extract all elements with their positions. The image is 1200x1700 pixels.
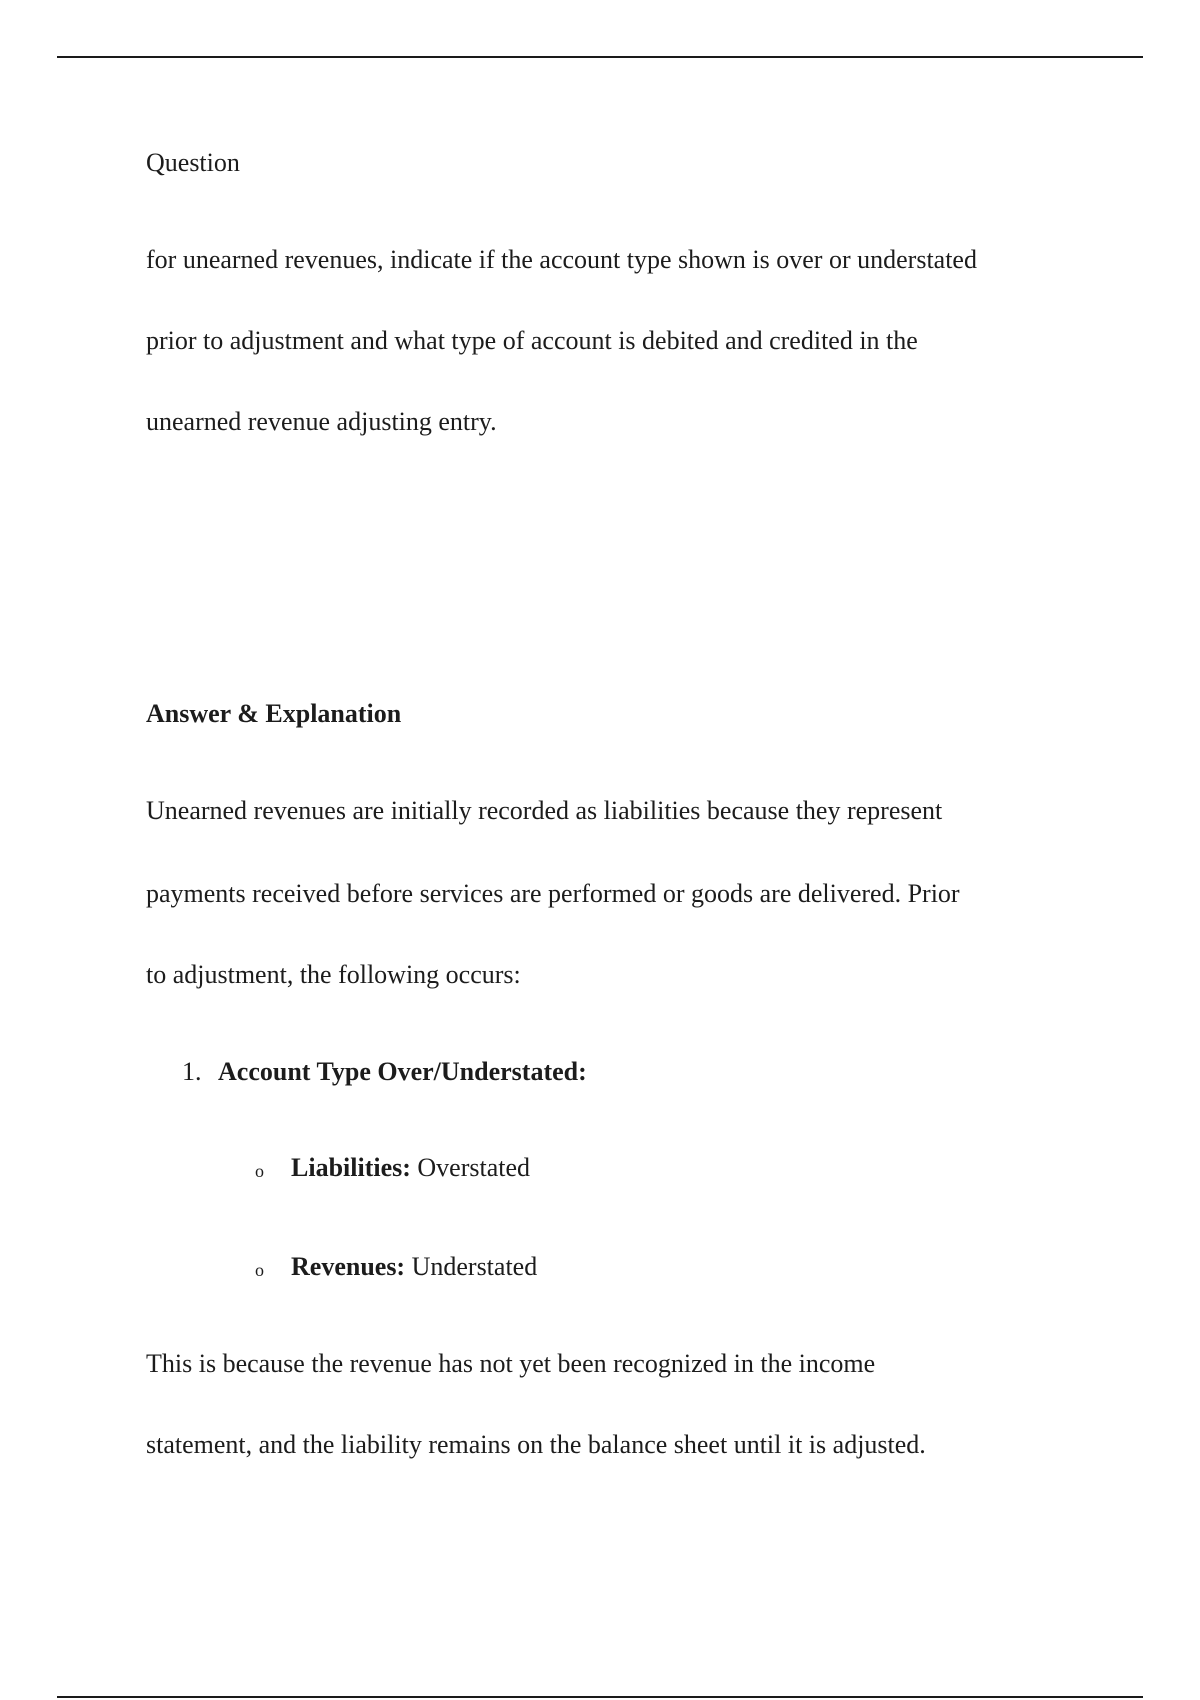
- sub-item-text: [291, 1250, 537, 1284]
- question-line: unearned revenue adjusting entry.: [146, 407, 497, 436]
- answer-intro-line: to adjustment, the following occurs:: [146, 960, 521, 989]
- answer-heading: Answer & Explanation: [146, 699, 402, 728]
- sub-item-value: Overstated: [417, 1153, 531, 1182]
- sub-item-label: Liabilities:: [291, 1153, 411, 1182]
- question-line: for unearned revenues, indicate if the account type shown is over or understated: [146, 245, 977, 274]
- sub-item-value: Understated: [411, 1252, 538, 1281]
- question-heading: Question: [146, 148, 240, 177]
- closing-line: statement, and the liability remains on the balance sheet until it is adjusted.: [146, 1430, 926, 1459]
- answer-intro-line: Unearned revenues are initially recorded as liabilities because they represent: [146, 796, 943, 825]
- sub-item-label: Revenues:: [291, 1252, 406, 1281]
- answer-intro-line: payments received before services are performed or goods are delivered. Prior: [146, 879, 960, 908]
- closing-line: This is because the revenue has not yet been recognized in the income: [146, 1349, 876, 1378]
- top-rule: [57, 56, 1143, 58]
- question-line: prior to adjustment and what type of account is debited and credited in the: [146, 326, 918, 355]
- list-title: Account Type Over/Understated:: [218, 1057, 587, 1086]
- list-number: 1.: [182, 1057, 202, 1086]
- sub-item-text: [291, 1151, 530, 1185]
- bullet-icon: o: [255, 1260, 264, 1280]
- bullet-icon: o: [255, 1161, 264, 1181]
- bottom-rule: [57, 1696, 1143, 1698]
